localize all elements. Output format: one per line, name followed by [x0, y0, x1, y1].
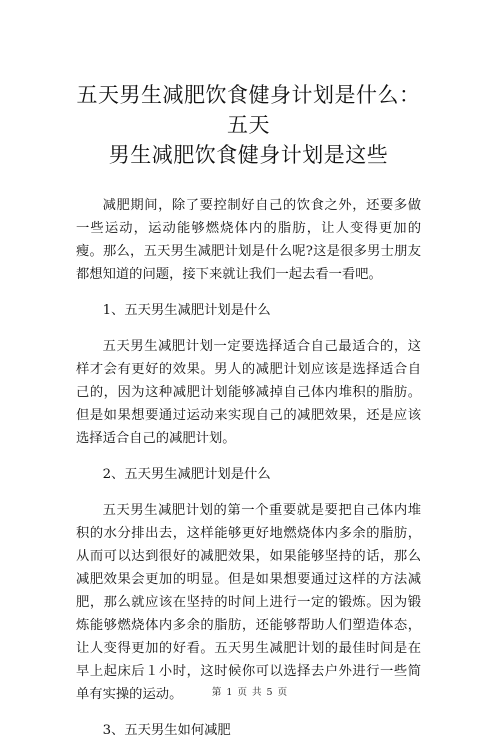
title-line-1: 五天男生减肥饮食健身计划是什么：五天 — [76, 83, 421, 137]
section-heading-1: 1、五天男生减肥计划是什么 — [102, 303, 271, 318]
article-body — [76, 194, 421, 742]
section-heading-2: 2、五天男生减肥计划是什么 — [102, 467, 271, 482]
intro-paragraph: 减肥期间，除了要控制好自己的饮食之外，还要多做一些运动，运动能够燃烧体内的脂肪，让人变得更加的瘦。那么，五天男生减肥计划是什么呢?这是很多男士朋友都想知道的问题，接下来就让我们一起去看一看吧。 — [76, 198, 421, 282]
page-number-footer: 第 1 页 共 5 页 — [211, 687, 289, 698]
title-line-2: 男生减肥饮食健身计划是这些 — [108, 143, 389, 167]
section-2-paragraph: 五天男生减肥计划的第一个重要就是要把自己体内堆积的水分排出去，这样能够更好地燃烧体内多余的脂肪，从而可以达到很好的减肥效果，如果能够坚持的话，那么减肥效果会更加的明显。但是如果想要通过这样的方法减肥，那么就应该在坚持的时间上进行一定的锻炼。因为锻炼能够燃烧体内多余的脂肪，还能够帮助人们塑造体态，让人变得更加的好看。五天男生减肥计划的最佳时间是在早上起床后１小时，这时候你可以选择去户外进行一些简单有实操的运动。 — [76, 503, 421, 702]
section-heading-3: 3、五天男生如何减肥 — [102, 723, 231, 738]
page-title — [76, 80, 421, 170]
section-1-paragraph: 五天男生减肥计划一定要选择适合自己最适合的，这样才会有更好的效果。男人的减肥计划应该是选择适合自己的，因为这种减肥计划能够减掉自己体内堆积的脂肪。但是如果想要通过运动来实现自己的减肥效果，还是应该选择适合自己的减肥计划。 — [76, 339, 421, 446]
